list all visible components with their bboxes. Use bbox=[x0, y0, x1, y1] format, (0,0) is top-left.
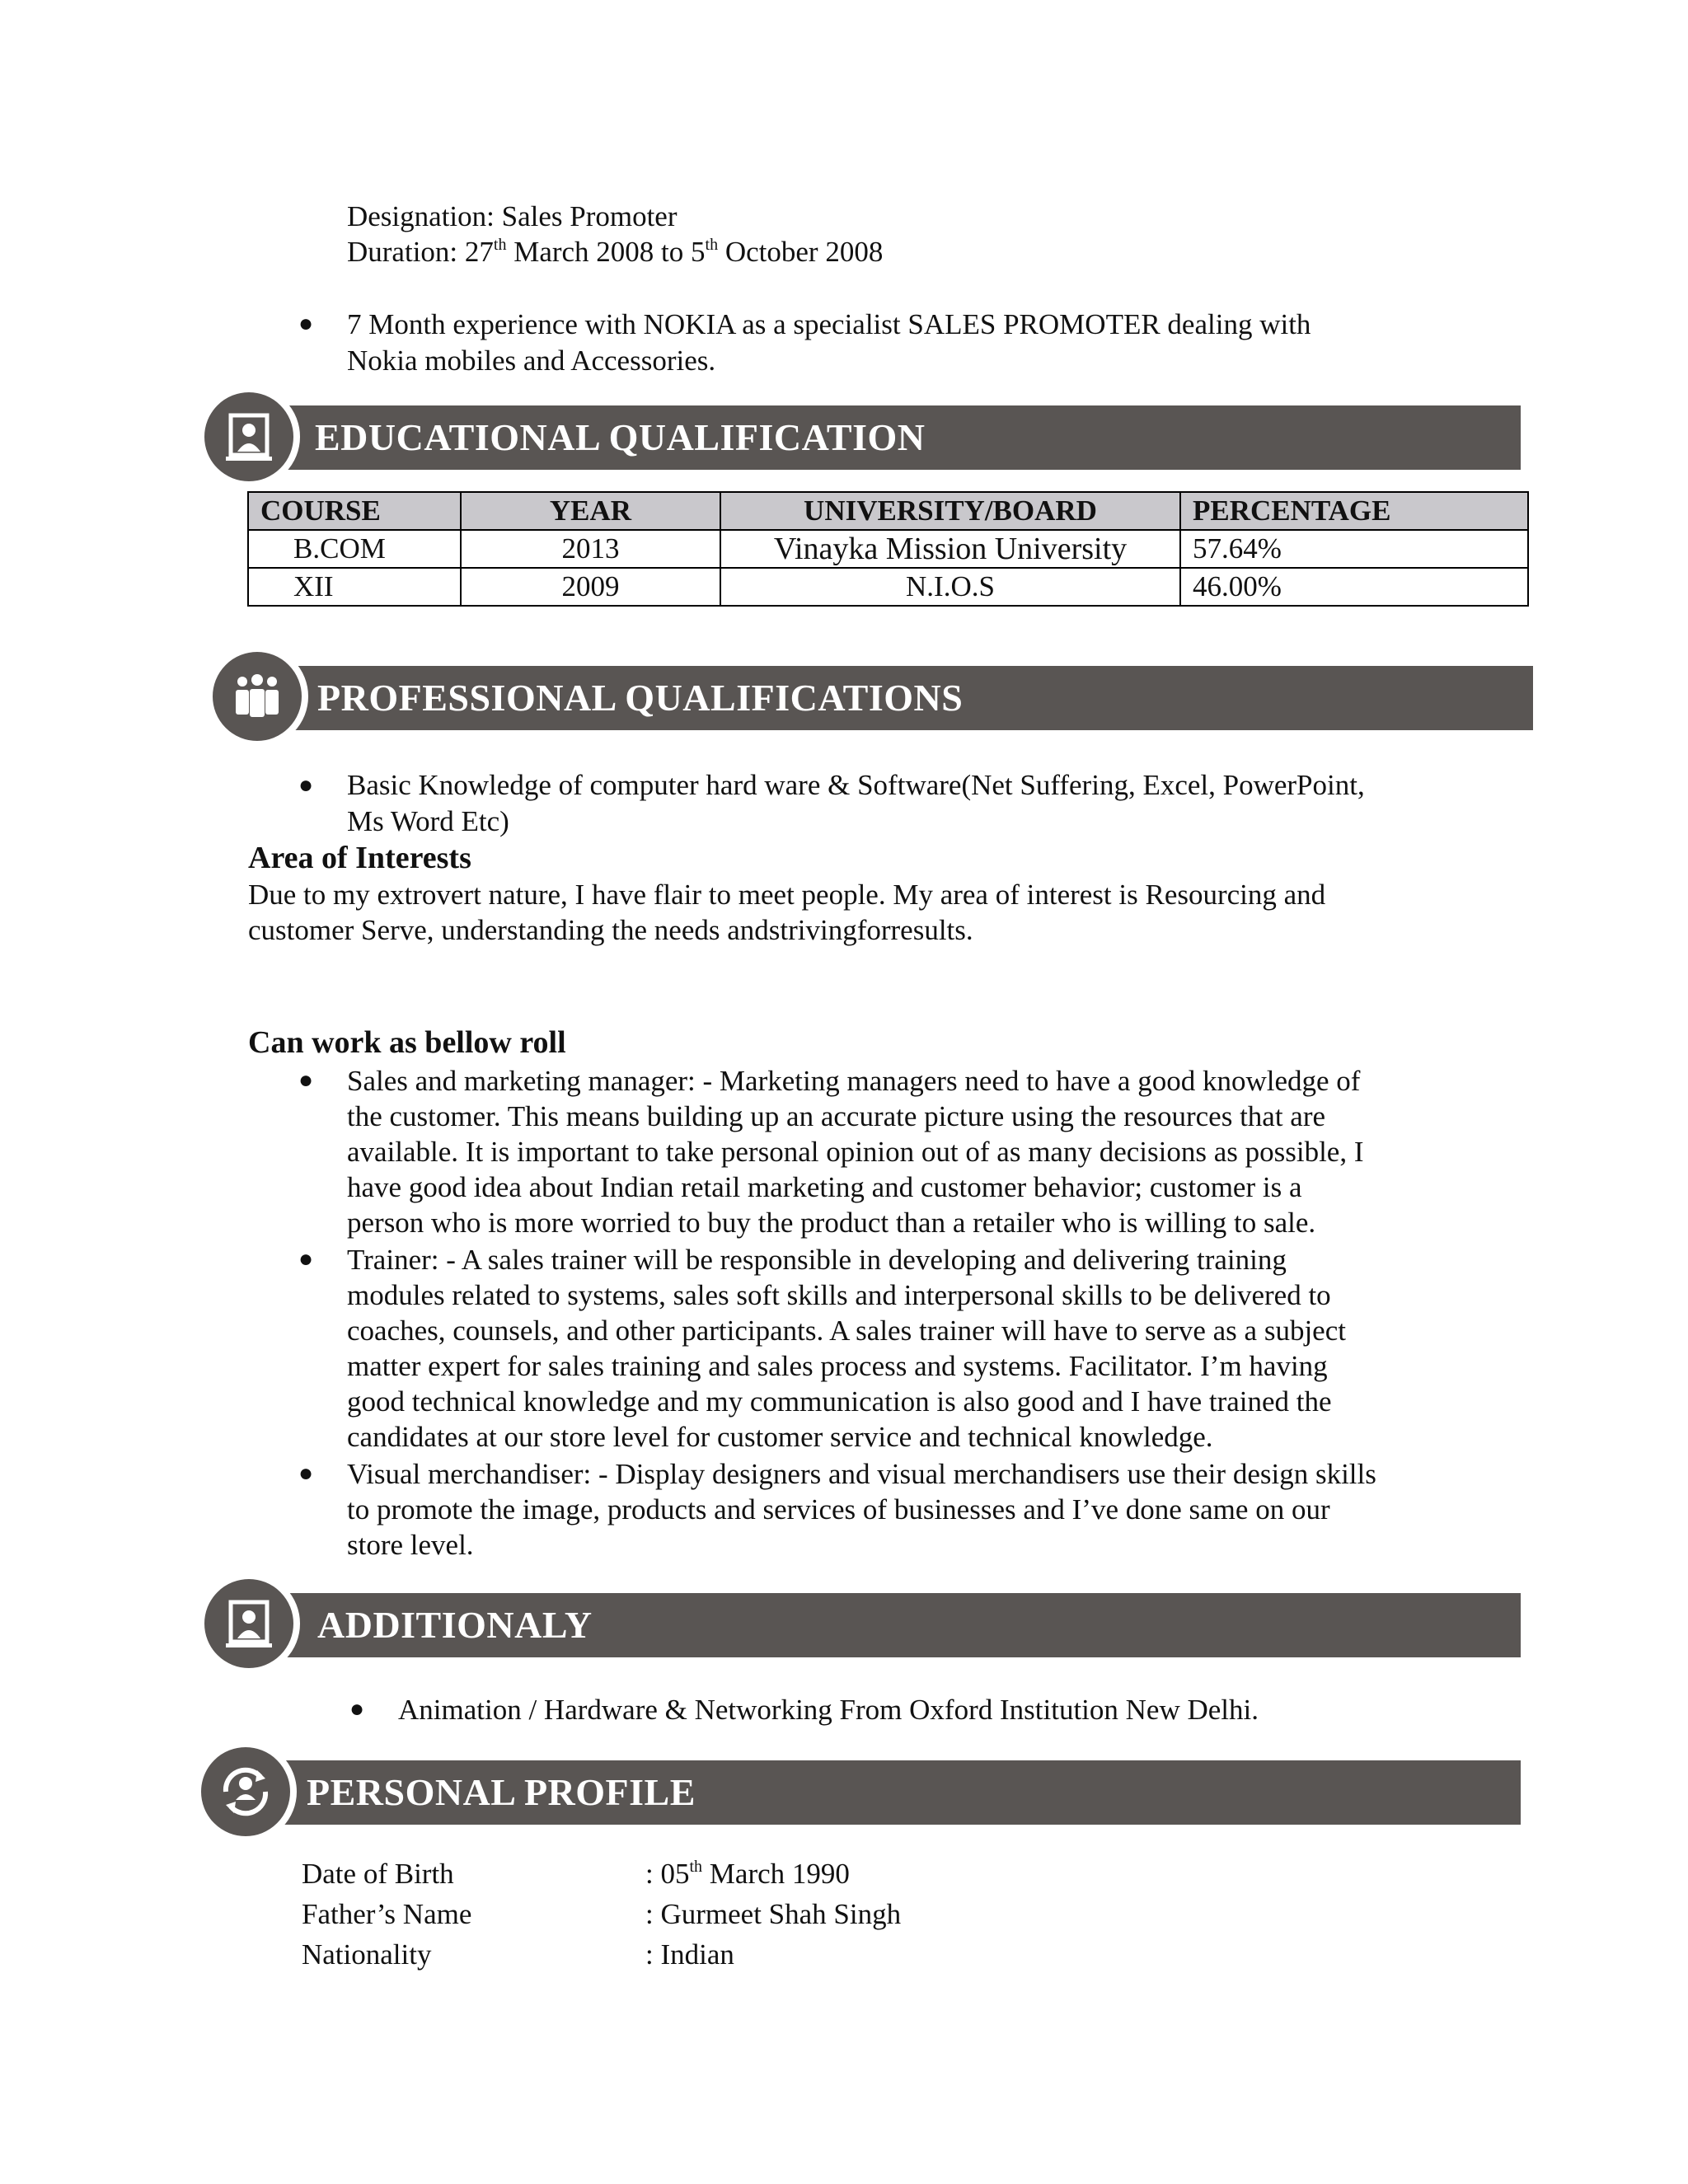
section-title-personal: PERSONAL PROFILE bbox=[307, 1771, 696, 1813]
father-label: Father’s Name bbox=[302, 1898, 472, 1930]
column-header: PERCENTAGE bbox=[1180, 492, 1528, 530]
profile-cycle-icon bbox=[195, 1741, 297, 1843]
professional-bullet-line: Ms Word Etc) bbox=[347, 805, 509, 837]
column-header: UNIVERSITY/BOARD bbox=[720, 492, 1180, 530]
table-cell: N.I.O.S bbox=[720, 568, 1180, 606]
table-row bbox=[248, 530, 1528, 568]
table-cell: XII bbox=[248, 568, 461, 606]
column-header: YEAR bbox=[461, 492, 720, 530]
dob-label: Date of Birth bbox=[302, 1858, 454, 1890]
education-table bbox=[247, 491, 1529, 607]
bullet-icon: ● bbox=[298, 771, 314, 799]
role-line: available. It is important to take personal opinion out of as many decisions as possible, I bbox=[347, 1136, 1364, 1168]
roles-heading: Can work as bellow roll bbox=[248, 1025, 566, 1060]
table-cell: 2009 bbox=[461, 568, 720, 606]
role-line: candidates at our store level for customer service and technical knowledge. bbox=[347, 1421, 1213, 1453]
bullet-icon: ● bbox=[298, 1066, 314, 1094]
table-cell: 2013 bbox=[461, 530, 720, 568]
role-line: to promote the image, products and services of businesses and I’ve done same on our bbox=[347, 1493, 1330, 1526]
duration-line: Duration: 27th March 2008 to 5th October 2008 bbox=[347, 236, 884, 268]
experience-bullet-line: 7 Month experience with NOKIA as a specialist SALES PROMOTER dealing with bbox=[347, 308, 1311, 340]
role-line: have good idea about Indian retail marketing and customer behavior; customer is a bbox=[347, 1171, 1302, 1203]
bullet-icon: ● bbox=[298, 310, 314, 337]
table-header-row bbox=[248, 492, 1528, 530]
dob-value: : 05th March 1990 bbox=[645, 1858, 850, 1890]
portrait-icon bbox=[198, 1572, 300, 1675]
table-cell: 46.00% bbox=[1180, 568, 1528, 606]
role-line: modules related to systems, sales soft skills and interpersonal skills to be delivered to bbox=[347, 1279, 1331, 1311]
section-title-education: EDUCATIONAL QUALIFICATION bbox=[315, 416, 926, 458]
bullet-icon: ● bbox=[298, 1245, 314, 1272]
table-cell: 57.64% bbox=[1180, 530, 1528, 568]
table-cell: B.COM bbox=[248, 530, 461, 568]
nationality-value: : Indian bbox=[645, 1938, 734, 1971]
bullet-icon: ● bbox=[298, 1460, 314, 1487]
experience-bullet-line: Nokia mobiles and Accessories. bbox=[347, 344, 716, 377]
column-header: COURSE bbox=[248, 492, 461, 530]
bullet-icon: ● bbox=[349, 1695, 365, 1722]
father-value: : Gurmeet Shah Singh bbox=[645, 1898, 902, 1930]
role-line: Sales and marketing manager: - Marketing managers need to have a good knowledge of bbox=[347, 1065, 1361, 1097]
table-row bbox=[248, 568, 1528, 606]
interests-text: Due to my extrovert nature, I have flair to meet people. My area of interest is Resourcing and bbox=[248, 879, 1326, 911]
interests-heading: Area of Interests bbox=[248, 841, 471, 875]
interests-text: customer Serve, understanding the needs andstrivingforresults. bbox=[248, 914, 973, 946]
role-line: matter expert for sales training and sales process and systems. Facilitator. I’m having bbox=[347, 1350, 1328, 1382]
role-line: store level. bbox=[347, 1529, 474, 1561]
role-line: Visual merchandiser: - Display designers and visual merchandisers use their design skills bbox=[347, 1458, 1376, 1490]
role-line: the customer. This means building up an accurate picture using the resources that are bbox=[347, 1100, 1326, 1132]
portrait-icon bbox=[198, 386, 300, 488]
team-icon bbox=[206, 645, 308, 748]
role-line: person who is more worried to buy the product than a retailer who is willing to sale. bbox=[347, 1207, 1316, 1239]
table-cell: Vinayka Mission University bbox=[720, 530, 1180, 568]
role-line: Trainer: - A sales trainer will be responsible in developing and delivering training bbox=[347, 1244, 1287, 1276]
designation-line: Designation: Sales Promoter bbox=[347, 200, 678, 232]
section-title-professional: PROFESSIONAL QUALIFICATIONS bbox=[317, 677, 964, 719]
role-line: good technical knowledge and my communication is also good and I have trained the bbox=[347, 1385, 1332, 1418]
additional-bullet: Animation / Hardware & Networking From Oxford Institution New Delhi. bbox=[398, 1694, 1259, 1726]
section-title-additional: ADDITIONALY bbox=[317, 1604, 593, 1646]
professional-bullet-line: Basic Knowledge of computer hard ware & Software(Net Suffering, Excel, PowerPoint, bbox=[347, 769, 1365, 801]
nationality-label: Nationality bbox=[302, 1938, 432, 1971]
role-line: coaches, counsels, and other participants. A sales trainer will have to serve as a subject bbox=[347, 1315, 1346, 1347]
